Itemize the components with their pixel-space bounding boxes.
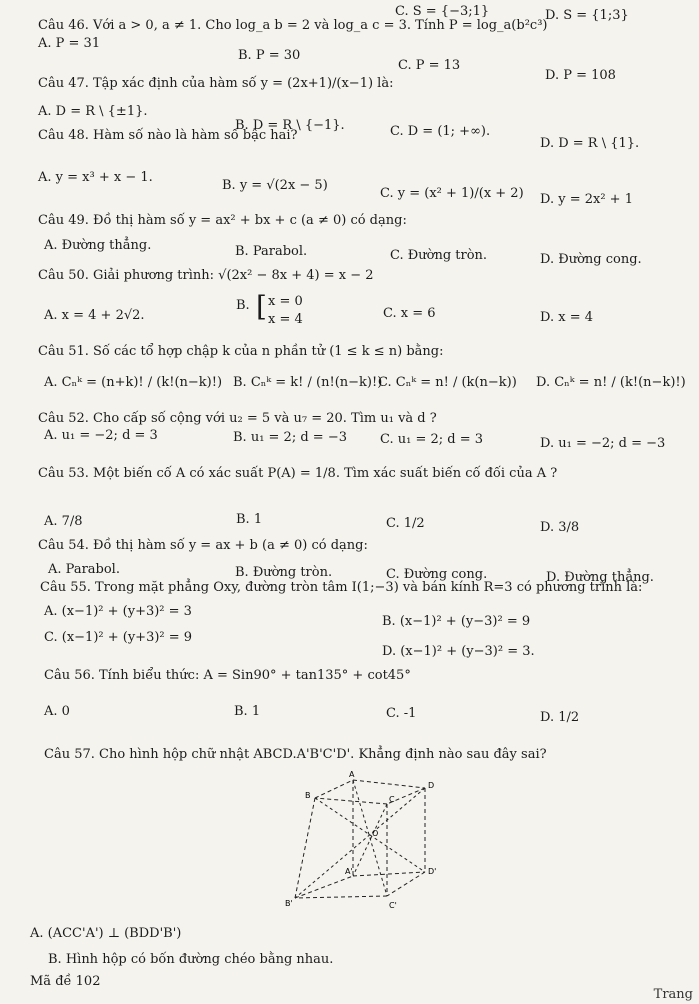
q49-b: B. Parabol. <box>235 244 308 259</box>
page-number: Trang <box>653 987 693 1002</box>
q52-b: B. u₁ = 2; d = −3 <box>233 430 347 445</box>
q52-d: D. u₁ = −2; d = −3 <box>540 436 666 451</box>
q50-a: A. x = 4 + 2√2. <box>44 308 145 323</box>
q52-stem: Câu 52. Cho cấp số cộng với u₂ = 5 và u₇ = 20. Tìm u₁ và d ? <box>38 411 437 426</box>
q57-a: A. (ACC'A') ⊥ (BDD'B') <box>30 926 182 941</box>
q54-b: B. Đường tròn. <box>235 565 333 580</box>
q55-d: D. (x−1)² + (y−3)² = 3. <box>382 644 535 659</box>
label-D: D <box>428 781 435 790</box>
q51-c: C. Cₙᵏ = n! / (k(n−k)) <box>378 375 517 390</box>
q47-stem: Câu 47. Tập xác định của hàm số y = (2x+1)/(x−1) là: <box>38 76 394 91</box>
q56-d: D. 1/2 <box>540 710 580 725</box>
q46-stem: Câu 46. Với a > 0, a ≠ 1. Cho log_a b = 2 và log_a c = 3. Tính P = log_a(b²c³) <box>38 18 548 33</box>
q56-b: B. 1 <box>234 704 261 719</box>
q51-stem: Câu 51. Số các tổ hợp chập k của n phần tử (1 ≤ k ≤ n) bằng: <box>38 344 444 359</box>
q48-a: A. y = x³ + x − 1. <box>38 170 153 185</box>
q57-b: B. Hình hộp có bốn đường chéo bằng nhau. <box>48 952 334 967</box>
q55-c: C. (x−1)² + (y+3)² = 9 <box>44 630 193 645</box>
cuboid-figure <box>275 768 445 918</box>
exam-code: Mã đề 102 <box>30 974 101 989</box>
q48-c: C. y = (x² + 1)/(x + 2) <box>380 186 524 201</box>
q50-b-bracket: [ <box>256 290 267 323</box>
q49-d: D. Đường cong. <box>540 252 642 267</box>
q47-c: C. D = (1; +∞). <box>390 124 491 139</box>
q49-stem: Câu 49. Đồ thị hàm số y = ax² + bx + c (a ≠ 0) có dạng: <box>38 213 407 228</box>
q54-stem: Câu 54. Đồ thị hàm số y = ax + b (a ≠ 0) có dạng: <box>38 538 368 553</box>
q50-c: C. x = 6 <box>383 306 436 321</box>
q46-a: A. P = 31 <box>38 36 101 51</box>
q51-d: D. Cₙᵏ = n! / (k!(n−k)!) <box>536 375 686 390</box>
q50-b-label: B. <box>236 298 250 313</box>
q50-b2: x = 4 <box>268 312 303 327</box>
q46-b: B. P = 30 <box>238 48 301 63</box>
q47-a: A. D = R \ {±1}. <box>38 104 148 119</box>
q50-stem: Câu 50. Giải phương trình: √(2x² − 8x + 4) = x − 2 <box>38 268 374 283</box>
q48-b: B. y = √(2x − 5) <box>222 178 328 193</box>
q52-c: C. u₁ = 2; d = 3 <box>380 432 484 447</box>
label-D-prime: D' <box>428 867 437 876</box>
q56-stem: Câu 56. Tính biểu thức: A = Sin90° + tan135° + cot45° <box>44 668 411 683</box>
q47-b: B. D = R \ {−1}. <box>235 118 345 133</box>
q54-d: D. Đường thẳng. <box>546 570 654 585</box>
q48-d: D. y = 2x² + 1 <box>540 192 633 207</box>
q46-option-c: C. S = {−3;1} <box>395 4 490 19</box>
q46-option-d-prev: D. S = {1;3} <box>545 8 629 23</box>
label-B: B <box>305 791 311 800</box>
q56-a: A. 0 <box>44 704 70 719</box>
q48-stem: Câu 48. Hàm số nào là hàm số bậc hai? <box>38 128 298 143</box>
q50-d: D. x = 4 <box>540 310 593 325</box>
q49-c: C. Đường tròn. <box>390 248 488 263</box>
q56-c: C. -1 <box>386 706 417 721</box>
q57-stem: Câu 57. Cho hình hộp chữ nhật ABCD.A'B'C'D'. Khẳng định nào sau đây sai? <box>44 747 547 762</box>
label-A-prime: A' <box>345 867 353 876</box>
q46-d: D. P = 108 <box>545 68 616 83</box>
q50-b1: x = 0 <box>268 294 303 309</box>
q55-stem: Câu 55. Trong mặt phẳng Oxy, đường tròn tâm I(1;−3) và bán kính R=3 có phương trình là: <box>40 580 643 595</box>
q53-d: D. 3/8 <box>540 520 580 535</box>
q53-b: B. 1 <box>236 512 263 527</box>
q55-a: A. (x−1)² + (y+3)² = 3 <box>44 604 192 619</box>
q54-a: A. Parabol. <box>48 562 120 577</box>
label-A: A <box>349 770 355 779</box>
q49-a: A. Đường thẳng. <box>44 238 152 253</box>
q46-c: C. P = 13 <box>398 58 461 73</box>
q52-a: A. u₁ = −2; d = 3 <box>44 428 158 443</box>
label-O: O <box>372 829 379 838</box>
q51-a: A. Cₙᵏ = (n+k)! / (k!(n−k)!) <box>44 375 223 390</box>
q53-a: A. 7/8 <box>44 514 83 529</box>
q51-b: B. Cₙᵏ = k! / (n!(n−k)!) <box>233 375 383 390</box>
label-C: C <box>389 795 395 804</box>
label-C-prime: C' <box>389 901 397 910</box>
q55-b: B. (x−1)² + (y−3)² = 9 <box>382 614 531 629</box>
q53-c: C. 1/2 <box>386 516 425 531</box>
q53-stem: Câu 53. Một biến cố A có xác suất P(A) = 1/8. Tìm xác suất biến cố đối của A ? <box>38 466 558 481</box>
q47-d: D. D = R \ {1}. <box>540 136 640 151</box>
q54-c: C. Đường cong. <box>386 567 488 582</box>
label-B-prime: B' <box>285 899 293 908</box>
